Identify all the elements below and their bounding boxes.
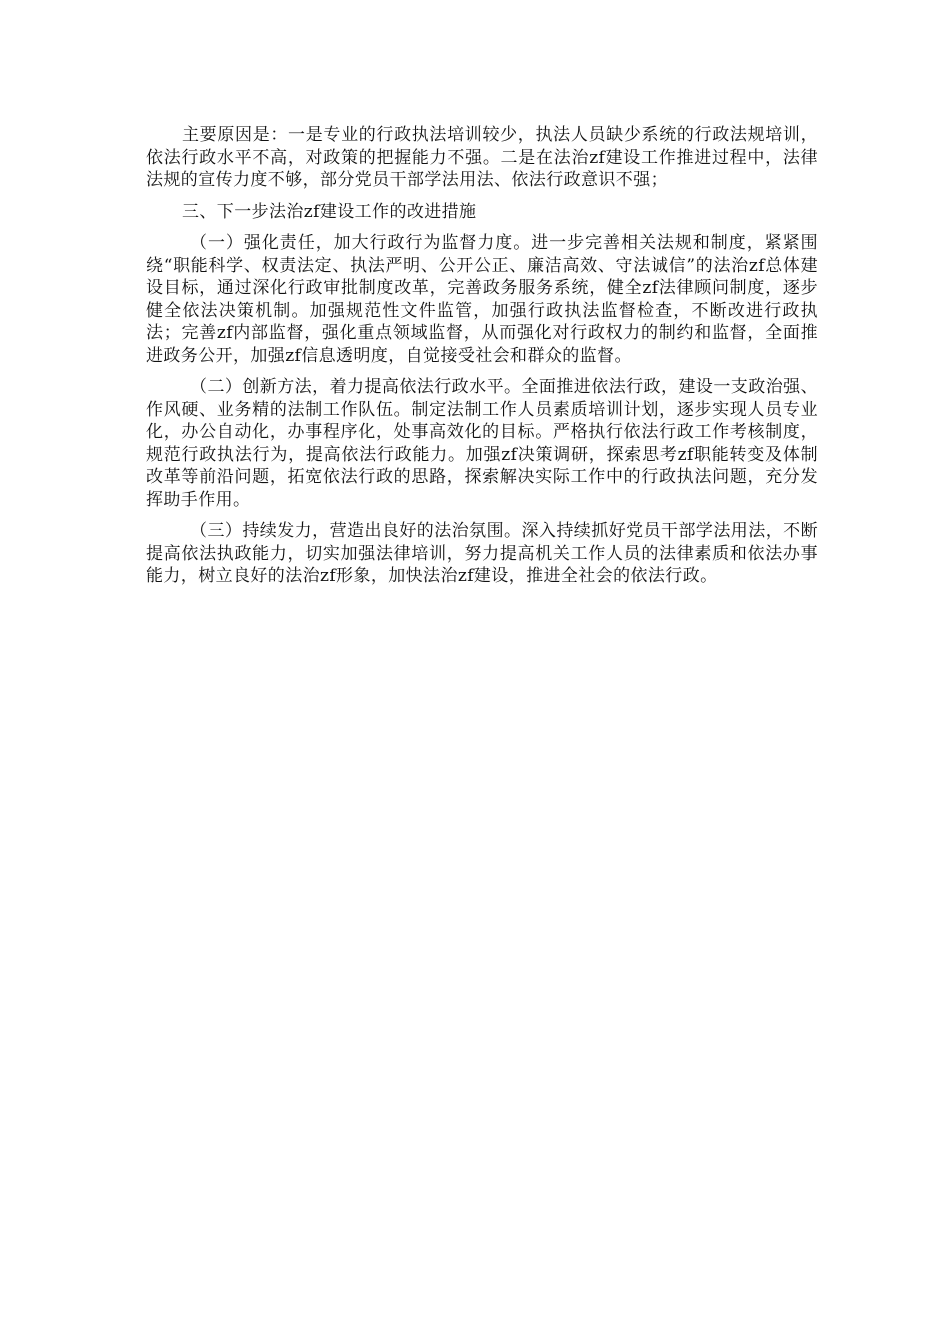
document-page (146, 124, 818, 597)
section-heading-improvement-measures: 三、下一步法治zf建设工作的改进措施 (182, 201, 477, 222)
paragraph-measure-1: （一）强化责任，加大行政行为监督力度。进一步完善相关法规和制度，紧紧围绕“职能科学、权责法定、执法严明、公开公正、廉洁高效、守法诚信”的法治zf总体建设目标，通过深化行政审批制度改革，完善政务服务系统，健全zf法律顾问制度，逐步健全依法决策机制。加强规范性文件监管，加强行政执法监督检查，不断改进行政执法；完善zf内部监督，强化重点领域监督，从而强化对行政权力的制约和监督，全面推进政务公开，加强zf信息透明度，自觉接受社会和群众的监督。 (146, 233, 818, 366)
paragraph-measure-2: （二）创新方法，着力提高依法行政水平。全面推进依法行政，建设一支政治强、作风硬、业务精的法制工作队伍。制定法制工作人员素质培训计划，逐步实现人员专业化，办公自动化，办事程序化，处事高效化的目标。严格执行依法行政工作考核制度，规范行政执法行为，提高依法行政能力。加强zf决策调研，探索思考zf职能转变及体制改革等前沿问题，拓宽依法行政的思路，探索解决实际工作中的行政执法问题，充分发挥助手作用。 (146, 377, 818, 510)
paragraph-measure-3: （三）持续发力，营造出良好的法治氛围。深入持续抓好党员干部学法用法，不断提高依法执政能力，切实加强法律培训，努力提高机关工作人员的法律素质和依法办事能力，树立良好的法治zf形象，加快法治zf建设，推进全社会的依法行政。 (146, 521, 818, 586)
paragraph-main-reasons: 主要原因是：一是专业的行政执法培训较少，执法人员缺少系统的行政法规培训，依法行政水平不高，对政策的把握能力不强。二是在法治zf建设工作推进过程中，法律法规的宣传力度不够，部分党员干部学法用法、依法行政意识不强； (146, 125, 818, 190)
